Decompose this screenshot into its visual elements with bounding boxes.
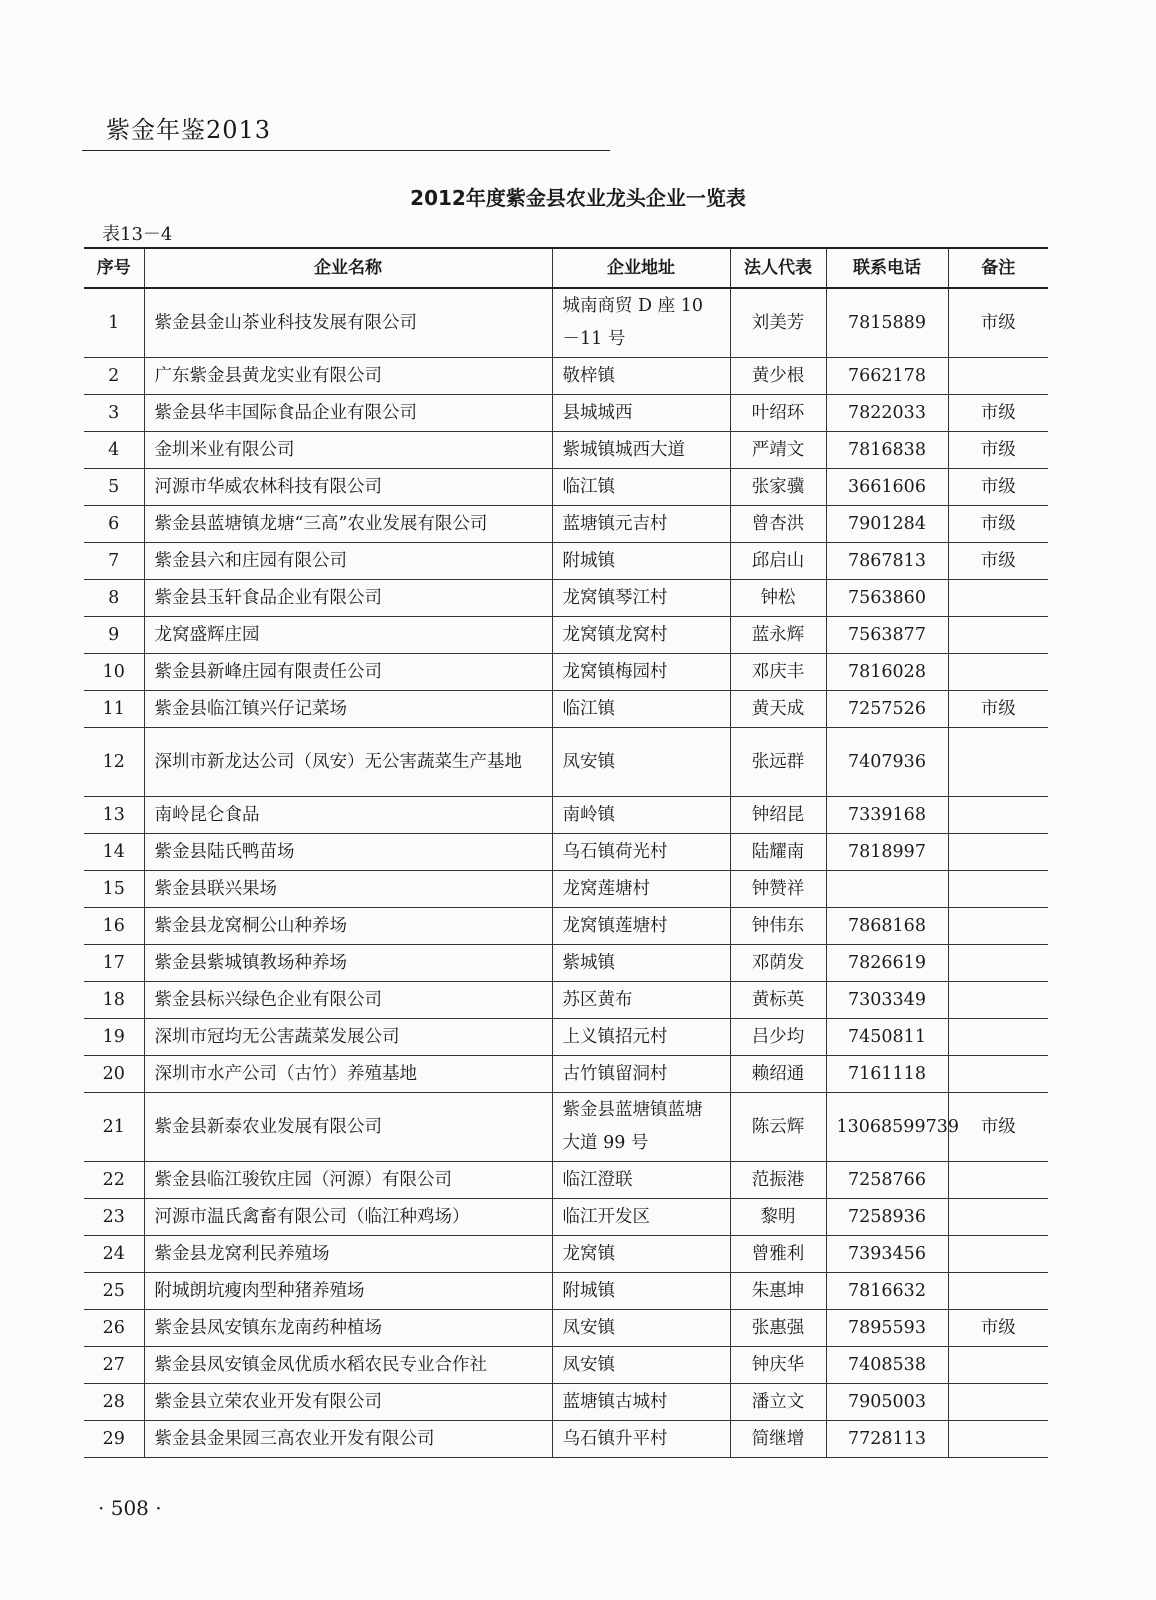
enterprise-address: 临江镇 <box>552 691 730 728</box>
contact-phone: 7905003 <box>826 1384 948 1421</box>
remark <box>948 654 1048 691</box>
legal-representative: 陈云辉 <box>730 1093 826 1162</box>
contact-phone: 7257526 <box>826 691 948 728</box>
table-row <box>84 1056 1048 1093</box>
remark <box>948 1347 1048 1384</box>
enterprise-name: 紫金县陆氏鸭苗场 <box>144 834 552 871</box>
row-number: 28 <box>84 1384 144 1421</box>
legal-representative: 陆耀南 <box>730 834 826 871</box>
enterprise-address: 乌石镇升平村 <box>552 1421 730 1458</box>
legal-representative: 朱惠坤 <box>730 1273 826 1310</box>
remark <box>948 617 1048 654</box>
contact-phone: 7868168 <box>826 908 948 945</box>
contact-phone: 7408538 <box>826 1347 948 1384</box>
table-row <box>84 797 1048 834</box>
legal-representative: 刘美芳 <box>730 288 826 358</box>
contact-phone: 7258936 <box>826 1199 948 1236</box>
row-number: 12 <box>84 728 144 797</box>
enterprise-table <box>84 247 1048 1458</box>
enterprise-name: 深圳市新龙达公司（凤安）无公害蔬菜生产基地 <box>144 728 552 797</box>
contact-phone: 7161118 <box>826 1056 948 1093</box>
table-row <box>84 1093 1048 1162</box>
contact-phone: 7822033 <box>826 395 948 432</box>
table-row <box>84 654 1048 691</box>
table-row <box>84 506 1048 543</box>
contact-phone: 7818997 <box>826 834 948 871</box>
remark: 市级 <box>948 432 1048 469</box>
remark: 市级 <box>948 506 1048 543</box>
remark: 市级 <box>948 691 1048 728</box>
table-row <box>84 1273 1048 1310</box>
enterprise-name: 紫金县立荣农业开发有限公司 <box>144 1384 552 1421</box>
row-number: 16 <box>84 908 144 945</box>
contact-phone: 7563860 <box>826 580 948 617</box>
remark <box>948 797 1048 834</box>
remark <box>948 1199 1048 1236</box>
legal-representative: 吕少均 <box>730 1019 826 1056</box>
enterprise-address: 乌石镇荷光村 <box>552 834 730 871</box>
legal-representative: 黄标英 <box>730 982 826 1019</box>
table-row <box>84 1162 1048 1199</box>
table-title: 2012年度紫金县农业龙头企业一览表 <box>410 186 746 210</box>
row-number: 3 <box>84 395 144 432</box>
contact-phone: 7816632 <box>826 1273 948 1310</box>
enterprise-name: 龙窝盛辉庄园 <box>144 617 552 654</box>
row-number: 20 <box>84 1056 144 1093</box>
page-number: · 508 · <box>98 1496 162 1520</box>
enterprise-address: 临江镇 <box>552 469 730 506</box>
enterprise-address: 城南商贸 D 座 10－11 号 <box>552 288 730 358</box>
enterprise-name: 紫金县玉轩食品企业有限公司 <box>144 580 552 617</box>
remark <box>948 871 1048 908</box>
remark: 市级 <box>948 469 1048 506</box>
contact-phone: 7901284 <box>826 506 948 543</box>
enterprise-name: 金圳米业有限公司 <box>144 432 552 469</box>
contact-phone: 13068599739 <box>826 1093 948 1162</box>
row-number: 24 <box>84 1236 144 1273</box>
table-row <box>84 543 1048 580</box>
row-number: 15 <box>84 871 144 908</box>
contact-phone: 7816028 <box>826 654 948 691</box>
remark: 市级 <box>948 288 1048 358</box>
row-number: 19 <box>84 1019 144 1056</box>
legal-representative: 钟庆华 <box>730 1347 826 1384</box>
legal-representative: 钟伟东 <box>730 908 826 945</box>
legal-representative: 黄天成 <box>730 691 826 728</box>
remark <box>948 1019 1048 1056</box>
row-number: 9 <box>84 617 144 654</box>
remark <box>948 1384 1048 1421</box>
row-number: 23 <box>84 1199 144 1236</box>
enterprise-address: 古竹镇留洞村 <box>552 1056 730 1093</box>
enterprise-name: 紫金县新泰农业发展有限公司 <box>144 1093 552 1162</box>
table-body <box>84 288 1048 1458</box>
enterprise-address: 凤安镇 <box>552 1347 730 1384</box>
table-row <box>84 1421 1048 1458</box>
enterprise-name: 紫金县新峰庄园有限责任公司 <box>144 654 552 691</box>
enterprise-name: 河源市华威农林科技有限公司 <box>144 469 552 506</box>
header-rule <box>82 150 610 151</box>
enterprise-name: 紫金县凤安镇东龙南药种植场 <box>144 1310 552 1347</box>
row-number: 26 <box>84 1310 144 1347</box>
table-row <box>84 617 1048 654</box>
remark: 市级 <box>948 1093 1048 1162</box>
table-row <box>84 908 1048 945</box>
legal-representative: 钟松 <box>730 580 826 617</box>
enterprise-name: 河源市温氏禽畜有限公司（临江种鸡场） <box>144 1199 552 1236</box>
enterprise-address: 县城城西 <box>552 395 730 432</box>
table-header-row <box>84 248 1048 288</box>
enterprise-name: 广东紫金县黄龙实业有限公司 <box>144 358 552 395</box>
enterprise-name: 紫金县紫城镇教场种养场 <box>144 945 552 982</box>
enterprise-address: 南岭镇 <box>552 797 730 834</box>
legal-representative: 黄少根 <box>730 358 826 395</box>
table-row <box>84 1310 1048 1347</box>
contact-phone: 7816838 <box>826 432 948 469</box>
contact-phone: 7728113 <box>826 1421 948 1458</box>
contact-phone: 7393456 <box>826 1236 948 1273</box>
remark <box>948 728 1048 797</box>
enterprise-name: 紫金县六和庄园有限公司 <box>144 543 552 580</box>
remark <box>948 1421 1048 1458</box>
column-header-rep: 法人代表 <box>730 248 826 288</box>
contact-phone: 7867813 <box>826 543 948 580</box>
enterprise-name: 深圳市水产公司（古竹）养殖基地 <box>144 1056 552 1093</box>
contact-phone: 7815889 <box>826 288 948 358</box>
contact-phone: 7563877 <box>826 617 948 654</box>
row-number: 11 <box>84 691 144 728</box>
legal-representative: 叶绍环 <box>730 395 826 432</box>
enterprise-address: 龙窝莲塘村 <box>552 871 730 908</box>
table-row <box>84 469 1048 506</box>
table-row <box>84 1236 1048 1273</box>
contact-phone: 7826619 <box>826 945 948 982</box>
row-number: 29 <box>84 1421 144 1458</box>
enterprise-name: 附城朗坑瘦肉型种猪养殖场 <box>144 1273 552 1310</box>
legal-representative: 张家骥 <box>730 469 826 506</box>
contact-phone <box>826 871 948 908</box>
enterprise-address: 紫城镇城西大道 <box>552 432 730 469</box>
enterprise-address: 临江澄联 <box>552 1162 730 1199</box>
remark <box>948 1273 1048 1310</box>
row-number: 13 <box>84 797 144 834</box>
table-row <box>84 580 1048 617</box>
enterprise-address: 龙窝镇梅园村 <box>552 654 730 691</box>
remark <box>948 1236 1048 1273</box>
legal-representative: 邓庆丰 <box>730 654 826 691</box>
legal-representative: 邱启山 <box>730 543 826 580</box>
enterprise-name: 紫金县蓝塘镇龙塘“三高”农业发展有限公司 <box>144 506 552 543</box>
row-number: 1 <box>84 288 144 358</box>
enterprise-name: 紫金县龙窝利民养殖场 <box>144 1236 552 1273</box>
remark <box>948 908 1048 945</box>
contact-phone: 7407936 <box>826 728 948 797</box>
legal-representative: 曾雅利 <box>730 1236 826 1273</box>
enterprise-name: 紫金县临江骏钦庄园（河源）有限公司 <box>144 1162 552 1199</box>
enterprise-name: 紫金县金山茶业科技发展有限公司 <box>144 288 552 358</box>
legal-representative: 黎明 <box>730 1199 826 1236</box>
enterprise-name: 紫金县凤安镇金凤优质水稻农民专业合作社 <box>144 1347 552 1384</box>
enterprise-name: 深圳市冠均无公害蔬菜发展公司 <box>144 1019 552 1056</box>
row-number: 8 <box>84 580 144 617</box>
enterprise-address: 龙窝镇莲塘村 <box>552 908 730 945</box>
table-row <box>84 982 1048 1019</box>
enterprise-address: 龙窝镇 <box>552 1236 730 1273</box>
remark: 市级 <box>948 1310 1048 1347</box>
remark <box>948 358 1048 395</box>
row-number: 4 <box>84 432 144 469</box>
legal-representative: 钟绍昆 <box>730 797 826 834</box>
contact-phone: 7303349 <box>826 982 948 1019</box>
table-row <box>84 691 1048 728</box>
enterprise-address: 龙窝镇琴江村 <box>552 580 730 617</box>
table-row <box>84 871 1048 908</box>
enterprise-address: 紫金县蓝塘镇蓝塘大道 99 号 <box>552 1093 730 1162</box>
enterprise-name: 紫金县金果园三高农业开发有限公司 <box>144 1421 552 1458</box>
legal-representative: 张惠强 <box>730 1310 826 1347</box>
contact-phone: 7895593 <box>826 1310 948 1347</box>
enterprise-address: 凤安镇 <box>552 728 730 797</box>
contact-phone: 7662178 <box>826 358 948 395</box>
running-header: 紫金年鉴2013 <box>106 116 272 144</box>
row-number: 7 <box>84 543 144 580</box>
enterprise-name: 紫金县标兴绿色企业有限公司 <box>144 982 552 1019</box>
enterprise-name: 紫金县龙窝桐公山种养场 <box>144 908 552 945</box>
enterprise-address: 敬梓镇 <box>552 358 730 395</box>
column-header-note: 备注 <box>948 248 1048 288</box>
row-number: 6 <box>84 506 144 543</box>
row-number: 22 <box>84 1162 144 1199</box>
legal-representative: 赖绍通 <box>730 1056 826 1093</box>
legal-representative: 曾杏洪 <box>730 506 826 543</box>
row-number: 27 <box>84 1347 144 1384</box>
column-header-no: 序号 <box>84 248 144 288</box>
table-row <box>84 728 1048 797</box>
enterprise-address: 蓝塘镇古城村 <box>552 1384 730 1421</box>
legal-representative: 邓荫发 <box>730 945 826 982</box>
row-number: 21 <box>84 1093 144 1162</box>
enterprise-name: 南岭昆仑食品 <box>144 797 552 834</box>
enterprise-address: 上义镇招元村 <box>552 1019 730 1056</box>
row-number: 14 <box>84 834 144 871</box>
table-row <box>84 1347 1048 1384</box>
enterprise-address: 龙窝镇龙窝村 <box>552 617 730 654</box>
row-number: 2 <box>84 358 144 395</box>
enterprise-name: 紫金县联兴果场 <box>144 871 552 908</box>
enterprise-address: 苏区黄布 <box>552 982 730 1019</box>
remark <box>948 1162 1048 1199</box>
table-row <box>84 358 1048 395</box>
legal-representative: 蓝永辉 <box>730 617 826 654</box>
table-row <box>84 432 1048 469</box>
remark <box>948 945 1048 982</box>
enterprise-address: 附城镇 <box>552 1273 730 1310</box>
legal-representative: 潘立文 <box>730 1384 826 1421</box>
contact-phone: 7450811 <box>826 1019 948 1056</box>
legal-representative: 范振港 <box>730 1162 826 1199</box>
legal-representative: 简继增 <box>730 1421 826 1458</box>
legal-representative: 张远群 <box>730 728 826 797</box>
contact-phone: 7258766 <box>826 1162 948 1199</box>
row-number: 5 <box>84 469 144 506</box>
remark: 市级 <box>948 543 1048 580</box>
remark <box>948 834 1048 871</box>
table-row <box>84 1384 1048 1421</box>
contact-phone: 7339168 <box>826 797 948 834</box>
enterprise-address: 紫城镇 <box>552 945 730 982</box>
table-row <box>84 1199 1048 1236</box>
remark: 市级 <box>948 395 1048 432</box>
enterprise-address: 凤安镇 <box>552 1310 730 1347</box>
remark <box>948 982 1048 1019</box>
row-number: 18 <box>84 982 144 1019</box>
row-number: 25 <box>84 1273 144 1310</box>
column-header-name: 企业名称 <box>144 248 552 288</box>
remark <box>948 580 1048 617</box>
contact-phone: 3661606 <box>826 469 948 506</box>
table-row <box>84 945 1048 982</box>
enterprise-name: 紫金县临江镇兴仔记菜场 <box>144 691 552 728</box>
table-row <box>84 395 1048 432</box>
table-row <box>84 834 1048 871</box>
legal-representative: 严靖文 <box>730 432 826 469</box>
column-header-phone: 联系电话 <box>826 248 948 288</box>
enterprise-address: 附城镇 <box>552 543 730 580</box>
table-row <box>84 288 1048 358</box>
column-header-address: 企业地址 <box>552 248 730 288</box>
row-number: 17 <box>84 945 144 982</box>
table-row <box>84 1019 1048 1056</box>
legal-representative: 钟赞祥 <box>730 871 826 908</box>
row-number: 10 <box>84 654 144 691</box>
enterprise-address: 临江开发区 <box>552 1199 730 1236</box>
enterprise-name: 紫金县华丰国际食品企业有限公司 <box>144 395 552 432</box>
table-number: 表13－4 <box>102 224 173 245</box>
remark <box>948 1056 1048 1093</box>
enterprise-address: 蓝塘镇元吉村 <box>552 506 730 543</box>
